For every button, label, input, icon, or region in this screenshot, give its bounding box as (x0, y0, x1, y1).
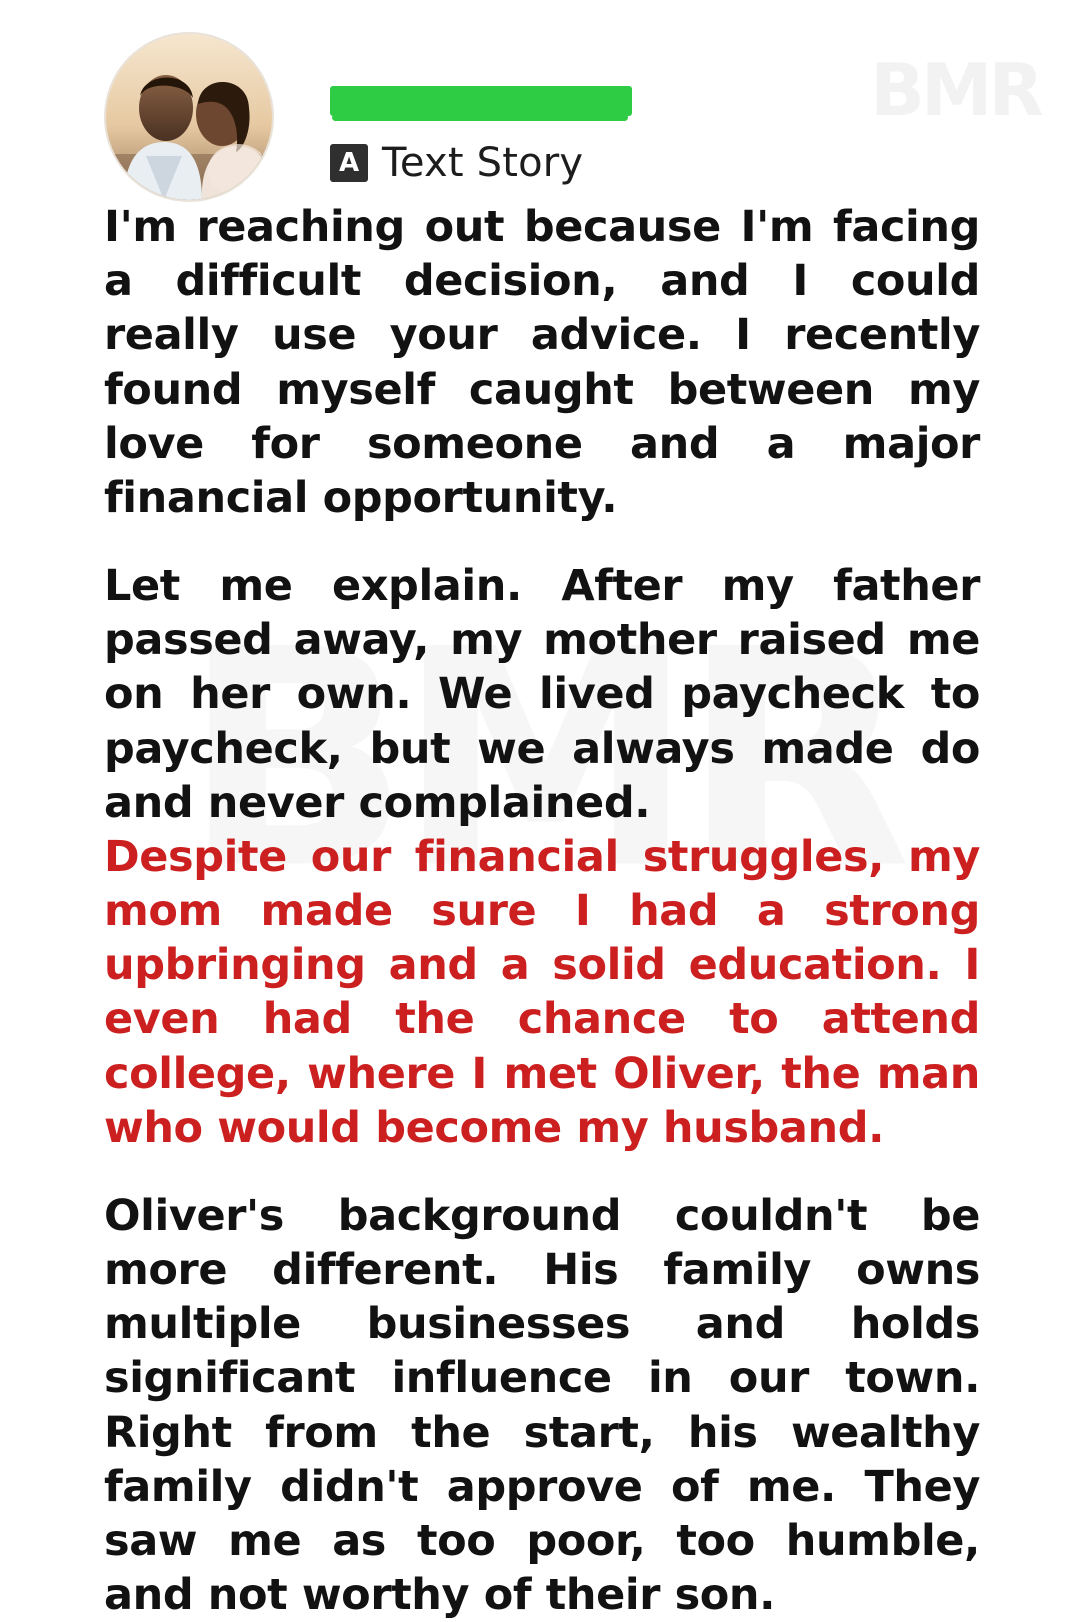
story-content (0, 200, 1080, 1622)
text-story-badge-row (330, 140, 583, 186)
story-paragraph-3-highlighted: Despite our financial struggles, my mom made sure I had a strong upbringing and a solid education. I even had the chance to attend college, where I met Oliver, the man who would become my husband. (104, 831, 980, 1153)
text-story-label: Text Story (382, 140, 584, 186)
story-paragraph-2: Let me explain. After my father passed away, my mother raised me on her own. We lived paycheck to paycheck, but we always made do and never complained. (104, 561, 980, 828)
story-header (0, 0, 1080, 200)
watermark-corner: BMR (870, 48, 1040, 132)
letter-a-icon: A (330, 144, 368, 182)
green-highlight-bar (330, 86, 632, 116)
story-paragraph-4: Oliver's background couldn't be more different. His family owns multiple businesses and holds significant influence in our town. Right from the start, his wealthy family didn't approve of me. They saw me as too poor, too humble, and not worthy of their son. (104, 1190, 980, 1621)
avatar (104, 32, 274, 202)
story-paragraph-1: I'm reaching out because I'm facing a difficult decision, and I could really use your advice. I recently found myself caught between my love for someone and a major financial opportunity. (104, 202, 980, 523)
avatar-image (106, 34, 272, 200)
